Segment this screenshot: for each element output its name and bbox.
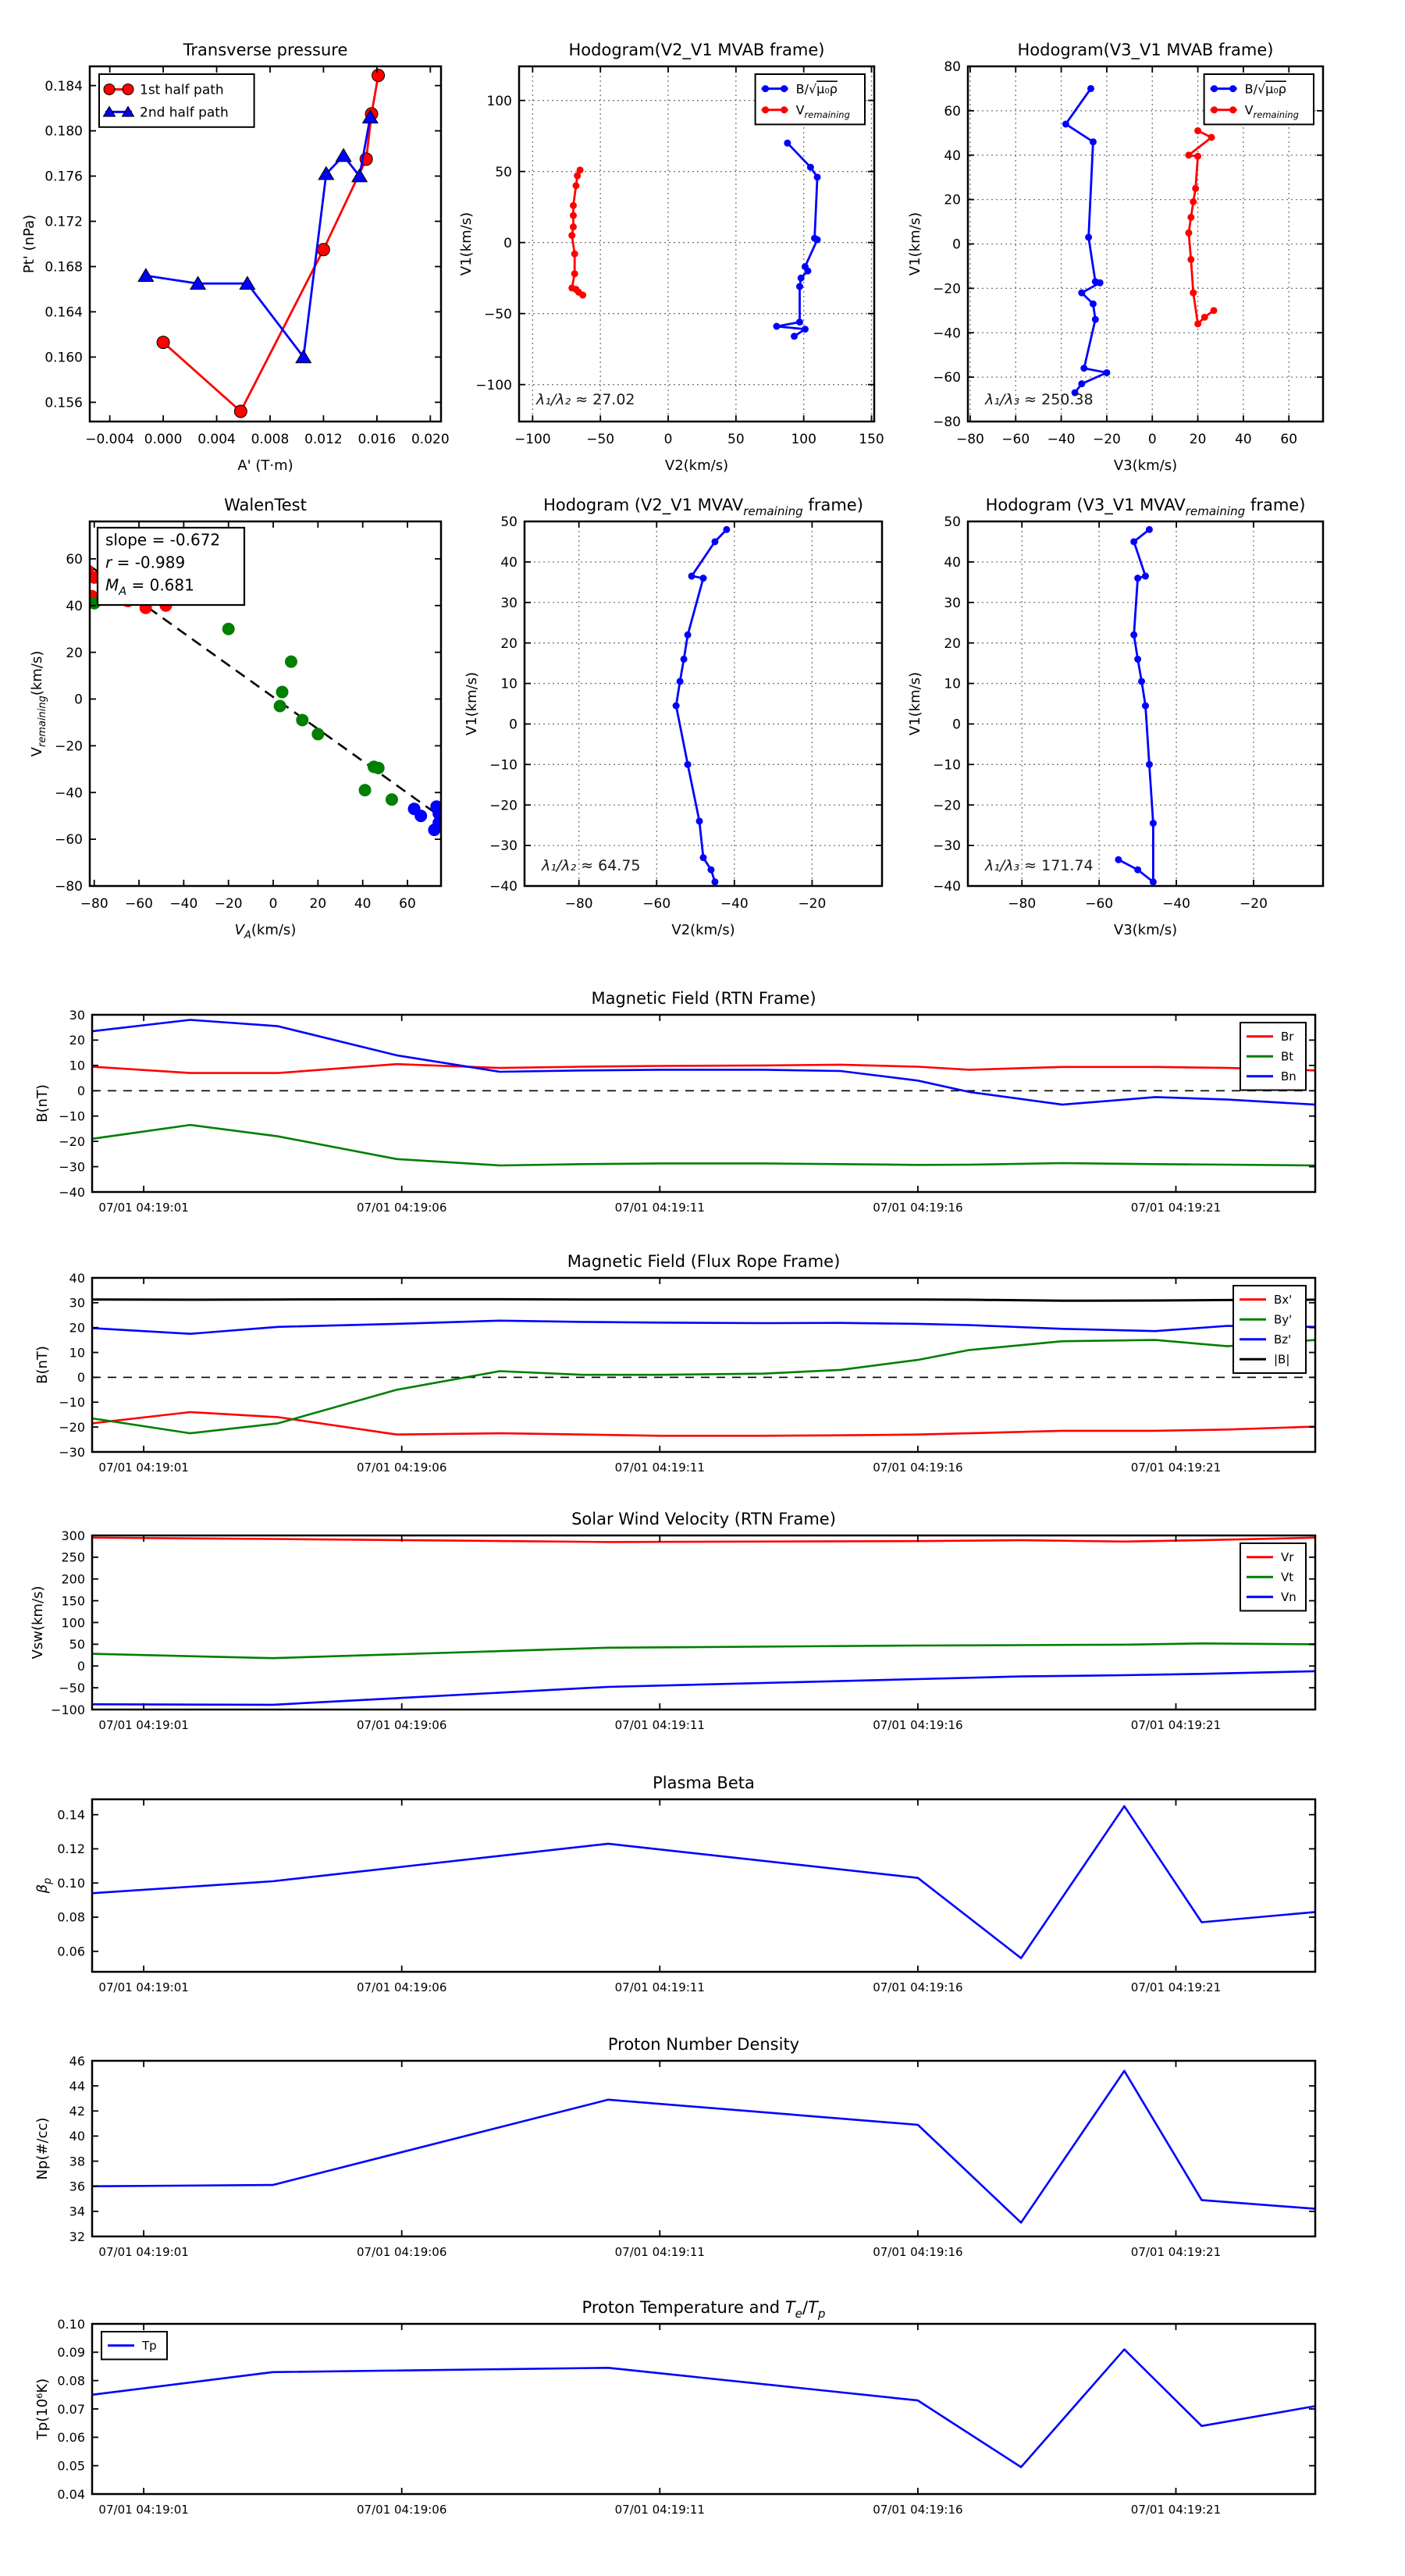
chart-hodogram-v2v1-mvav <box>464 496 882 938</box>
walen-test-ytick: −80 <box>55 879 83 895</box>
svg-text:Bt: Bt <box>1281 1049 1294 1064</box>
hodogram-v3v1-mvab-xtick: 60 <box>1280 432 1298 447</box>
magnetic-field-rtn-ylabel: B(nT) <box>34 1084 51 1123</box>
magnetic-field-flux-rope-xtick: 07/01 04:19:06 <box>357 1461 447 1475</box>
plasma-beta-ytick: 0.12 <box>57 1841 85 1857</box>
magnetic-field-flux-rope-ytick: 20 <box>69 1320 85 1336</box>
magnetic-field-flux-rope-series-bz- <box>92 1321 1315 1334</box>
magnetic-field-flux-rope-series--b- <box>92 1299 1315 1300</box>
transverse-pressure-xtick: 0.016 <box>357 432 397 447</box>
svg-text:Br: Br <box>1281 1030 1294 1044</box>
magnetic-field-flux-rope-series-by- <box>92 1340 1315 1434</box>
solar-wind-velocity-rtn-ytick: 250 <box>61 1550 85 1565</box>
proton-temperature-ytick: 0.04 <box>57 2486 85 2502</box>
hodogram-v3v1-mvav-title: Hodogram (V3_V1 $MVAV_{remaining}$ frame) <box>985 496 1306 518</box>
transverse-pressure-ytick: 0.176 <box>44 169 83 185</box>
hodogram-v3v1-mvab-ytick: −20 <box>933 281 961 297</box>
chart-hodogram-v3v1-mvav <box>907 496 1323 938</box>
walen-test-ytick: 60 <box>66 552 83 568</box>
svg-text:2nd half path: 2nd half path <box>140 105 229 121</box>
transverse-pressure-ytick: 0.180 <box>44 123 83 140</box>
proton-temperature-ytick: 0.05 <box>57 2458 85 2474</box>
walen-test-xtick: 40 <box>354 896 372 912</box>
hodogram-v3v1-mvav-ytick: −40 <box>933 879 961 895</box>
plasma-beta-ylabel: $\beta_p$ <box>34 1877 55 1894</box>
hodogram-v2v1-mvab-series-b-sqrt-mu0-rho- <box>773 140 820 340</box>
chart-proton-number-density <box>34 2035 1315 2259</box>
hodogram-v3v1-mvab-xtick: −80 <box>955 432 984 447</box>
solar-wind-velocity-rtn-title: Solar Wind Velocity (RTN Frame) <box>571 1510 836 1528</box>
svg-text:By': By' <box>1274 1312 1293 1327</box>
magnetic-field-rtn-series-bn <box>92 1020 1315 1105</box>
solar-wind-velocity-rtn-ylabel: Vsw(km/s) <box>30 1585 46 1660</box>
hodogram-v2v1-mvab-series-v-remaining <box>568 166 586 298</box>
proton-number-density-xtick: 07/01 04:19:21 <box>1130 2245 1222 2259</box>
hodogram-v2v1-mvav-title: Hodogram (V2_V1 $MVAV_{remaining}$ frame) <box>543 496 863 518</box>
magnetic-field-rtn-xtick: 07/01 04:19:01 <box>98 1201 189 1215</box>
magnetic-field-rtn-xtick: 07/01 04:19:21 <box>1130 1201 1222 1215</box>
hodogram-v2v1-mvav-ytick: 30 <box>500 595 518 611</box>
hodogram-v3v1-mvav-ytick: −20 <box>933 798 961 814</box>
transverse-pressure-legend <box>99 74 254 127</box>
proton-number-density-xtick: 07/01 04:19:16 <box>873 2245 963 2259</box>
svg-text:Tp: Tp <box>142 2339 157 2354</box>
magnetic-field-flux-rope-title: Magnetic Field (Flux Rope Frame) <box>567 1252 841 1271</box>
hodogram-v2v1-mvab-title: Hodogram(V2_V1 MVAB frame) <box>568 41 825 59</box>
hodogram-v2v1-mvab-xtick: 0 <box>663 432 673 447</box>
chart-solar-wind-velocity-rtn <box>30 1510 1315 1732</box>
hodogram-v2v1-mvav-xlabel: V2(km/s) <box>671 922 735 938</box>
transverse-pressure-xtick: 0.020 <box>411 432 450 447</box>
hodogram-v3v1-mvav-ytick: −10 <box>933 757 961 774</box>
hodogram-v3v1-mvab-title: Hodogram(V3_V1 MVAB frame) <box>1017 41 1274 59</box>
hodogram-v3v1-mvab-xtick: −40 <box>1047 432 1076 447</box>
hodogram-v2v1-mvav-ytick: −20 <box>489 798 518 814</box>
solar-wind-velocity-rtn-legend <box>1240 1543 1306 1611</box>
magnetic-field-flux-rope-ytick: 40 <box>69 1270 85 1286</box>
hodogram-v2v1-mvav-ytick: −30 <box>489 838 518 855</box>
hodogram-v2v1-mvav-ytick: 50 <box>500 514 518 531</box>
magnetic-field-rtn-ytick: −20 <box>59 1133 85 1149</box>
solar-wind-velocity-rtn-xtick: 07/01 04:19:06 <box>357 1718 447 1732</box>
solar-wind-velocity-rtn-xtick: 07/01 04:19:21 <box>1130 1718 1222 1732</box>
hodogram-v3v1-mvab-xtick: 20 <box>1189 432 1207 447</box>
transverse-pressure-ytick: 0.164 <box>44 304 83 321</box>
transverse-pressure-xtick: 0.000 <box>144 432 183 447</box>
proton-number-density-ytick: 36 <box>69 2179 85 2194</box>
hodogram-v3v1-mvab-ytick: −60 <box>933 370 961 386</box>
walen-test-xtick: −80 <box>80 896 108 912</box>
hodogram-v2v1-mvav-series-v-hodogram <box>673 526 731 885</box>
walen-test-title: WalenTest <box>224 496 307 514</box>
solar-wind-velocity-rtn-ytick: 300 <box>61 1528 85 1543</box>
svg-text:Bz': Bz' <box>1274 1332 1292 1347</box>
solar-wind-velocity-rtn-ytick: 50 <box>69 1637 85 1653</box>
proton-temperature-xtick: 07/01 04:19:06 <box>357 2503 447 2517</box>
hodogram-v3v1-mvav-annotation: λ₁/λ₃ ≈ 171.74 <box>985 857 1094 874</box>
plasma-beta-xtick: 07/01 04:19:21 <box>1130 1980 1222 1994</box>
hodogram-v2v1-mvab-ytick: 0 <box>503 235 512 251</box>
hodogram-v3v1-mvav-ytick: 10 <box>944 676 961 692</box>
proton-temperature-xtick: 07/01 04:19:16 <box>873 2503 963 2517</box>
proton-temperature-ylabel: Tp(10⁶K) <box>34 2378 51 2440</box>
magnetic-field-rtn-title: Magnetic Field (RTN Frame) <box>591 989 816 1008</box>
hodogram-v3v1-mvav-ytick: 40 <box>944 555 961 571</box>
magnetic-field-flux-rope-legend <box>1233 1286 1306 1373</box>
hodogram-v3v1-mvav-ytick: −30 <box>933 838 961 855</box>
svg-text:B/√μ₀ρ: B/√μ₀ρ <box>795 81 838 97</box>
proton-temperature-xtick: 07/01 04:19:01 <box>98 2503 189 2517</box>
proton-temperature-ytick: 0.08 <box>57 2373 85 2389</box>
hodogram-v3v1-mvav-ytick: 0 <box>952 717 961 733</box>
hodogram-v2v1-mvav-xtick: −60 <box>642 896 671 912</box>
magnetic-field-flux-rope-xtick: 07/01 04:19:16 <box>873 1461 963 1475</box>
magnetic-field-flux-rope-ytick: 30 <box>69 1295 85 1311</box>
magnetic-field-rtn-series-bt <box>92 1125 1315 1165</box>
hodogram-v2v1-mvav-ytick: 0 <box>509 717 518 733</box>
hodogram-v2v1-mvab-ytick: −100 <box>475 377 512 393</box>
hodogram-v3v1-mvav-xlabel: V3(km/s) <box>1113 922 1178 938</box>
magnetic-field-rtn-ytick: −40 <box>59 1184 85 1200</box>
solar-wind-velocity-rtn-series-vt <box>92 1643 1315 1658</box>
magnetic-field-rtn-ytick: 0 <box>76 1083 85 1099</box>
walen-test-xtick: −60 <box>125 896 154 912</box>
magnetic-field-rtn-xtick: 07/01 04:19:06 <box>357 1201 447 1215</box>
plasma-beta-xtick: 07/01 04:19:06 <box>357 1980 447 1994</box>
walen-test-ytick: −20 <box>55 738 83 755</box>
hodogram-v3v1-mvab-series-v-remaining <box>1185 127 1217 327</box>
hodogram-v3v1-mvab-ytick: 40 <box>944 148 961 164</box>
proton-number-density-xtick: 07/01 04:19:11 <box>614 2245 705 2259</box>
magnetic-field-flux-rope-xtick: 07/01 04:19:11 <box>614 1461 705 1475</box>
walen-test-xtick: 20 <box>309 896 327 912</box>
hodogram-v2v1-mvab-ytick: 100 <box>486 93 512 109</box>
walen-test-xtick: −40 <box>169 896 198 912</box>
proton-number-density-ytick: 44 <box>69 2078 85 2094</box>
proton-temperature-ytick: 0.10 <box>57 2316 85 2332</box>
svg-text:|B|: |B| <box>1274 1352 1290 1367</box>
hodogram-v2v1-mvab-ytick: −50 <box>484 306 512 322</box>
walen-test-ytick: −60 <box>55 832 83 849</box>
plasma-beta-ytick: 0.08 <box>57 1909 85 1925</box>
magnetic-field-flux-rope-ylabel: B(nT) <box>34 1346 51 1384</box>
chart-walen-test <box>29 496 452 941</box>
plasma-beta-ytick: 0.14 <box>57 1807 85 1823</box>
plasma-beta-xtick: 07/01 04:19:11 <box>614 1980 705 1994</box>
magnetic-field-rtn-legend <box>1240 1023 1306 1091</box>
hodogram-v2v1-mvav-ylabel: V1(km/s) <box>464 671 480 736</box>
hodogram-v2v1-mvab-xtick: 50 <box>727 432 745 447</box>
proton-number-density-ylabel: Np(#/cc) <box>34 2117 51 2180</box>
walen-test-series-second-half-points <box>408 800 452 836</box>
magnetic-field-rtn-ytick: 10 <box>69 1058 85 1073</box>
proton-number-density-ytick: 32 <box>69 2229 85 2244</box>
hodogram-v3v1-mvab-xtick: 0 <box>1147 432 1157 447</box>
proton-number-density-ytick: 46 <box>69 2053 85 2069</box>
solar-wind-velocity-rtn-series-vn <box>92 1671 1315 1705</box>
hodogram-v2v1-mvav-annotation: λ₁/λ₂ ≈ 64.75 <box>542 857 641 874</box>
hodogram-v2v1-mvav-ytick: 20 <box>500 635 518 652</box>
magnetic-field-flux-rope-ytick: −20 <box>59 1419 85 1435</box>
solar-wind-velocity-rtn-xtick: 07/01 04:19:01 <box>98 1718 189 1732</box>
transverse-pressure-ytick: 0.172 <box>44 214 83 230</box>
transverse-pressure-ytick: 0.156 <box>44 395 83 411</box>
hodogram-v3v1-mvab-xtick: −20 <box>1092 432 1121 447</box>
hodogram-v3v1-mvav-xtick: −60 <box>1085 896 1114 912</box>
hodogram-v3v1-mvab-ytick: 80 <box>944 59 961 76</box>
hodogram-v2v1-mvav-ytick: −10 <box>489 757 518 774</box>
solar-wind-velocity-rtn-ytick: 200 <box>61 1571 85 1587</box>
transverse-pressure-title: Transverse pressure <box>183 41 348 59</box>
hodogram-v2v1-mvab-xlabel: V2(km/s) <box>664 457 729 474</box>
walen-test-series-middle-points <box>88 589 398 806</box>
walen-test-xtick: 60 <box>399 896 416 912</box>
magnetic-field-flux-rope-ytick: 0 <box>76 1370 85 1386</box>
plasma-beta-series-beta <box>92 1806 1315 1959</box>
svg-text:B/√μ₀ρ: B/√μ₀ρ <box>1244 81 1286 97</box>
svg-text:Vr: Vr <box>1281 1550 1294 1565</box>
hodogram-v3v1-mvav-ytick: 50 <box>944 514 961 531</box>
hodogram-v3v1-mvab-ytick: 0 <box>952 237 961 253</box>
hodogram-v3v1-mvab-ytick: 60 <box>944 103 961 119</box>
solar-wind-velocity-rtn-ytick: −50 <box>59 1680 85 1695</box>
transverse-pressure-ylabel: Pt' (nPa) <box>21 214 37 274</box>
magnetic-field-rtn-ytick: 20 <box>69 1033 85 1048</box>
magnetic-field-flux-rope-ytick: −30 <box>59 1444 85 1460</box>
proton-temperature-title: Proton Temperature and $T_e/T_p$ <box>582 2298 826 2321</box>
chart-proton-temperature <box>34 2298 1315 2517</box>
hodogram-v3v1-mvab-ylabel: V1(km/s) <box>907 212 923 276</box>
walen-test-ylabel: $V_{remaining}(km/s)$ <box>29 650 49 757</box>
transverse-pressure-xtick: 0.012 <box>304 432 343 447</box>
proton-number-density-xtick: 07/01 04:19:06 <box>357 2245 447 2259</box>
hodogram-v3v1-mvav-series-v-hodogram <box>1115 526 1157 885</box>
chart-magnetic-field-flux-rope <box>34 1252 1315 1475</box>
svg-text:Vremaining: $V_{remaining}$ <box>795 102 850 121</box>
plasma-beta-xtick: 07/01 04:19:16 <box>873 1980 963 1994</box>
proton-number-density-title: Proton Number Density <box>607 2035 800 2054</box>
transverse-pressure-xtick: 0.008 <box>251 432 290 447</box>
hodogram-v2v1-mvav-ytick: −40 <box>489 879 518 895</box>
hodogram-v2v1-mvab-ytick: 50 <box>495 164 512 180</box>
hodogram-v3v1-mvab-ytick: −40 <box>933 326 961 342</box>
transverse-pressure-ytick: 0.160 <box>44 350 83 366</box>
svg-text:Vn: Vn <box>1281 1590 1297 1605</box>
hodogram-v3v1-mvab-legend <box>1204 74 1314 124</box>
magnetic-field-rtn-ytick: −10 <box>59 1108 85 1124</box>
solar-wind-velocity-rtn-series-vr <box>92 1538 1315 1542</box>
magnetic-field-rtn-xtick: 07/01 04:19:16 <box>873 1201 963 1215</box>
hodogram-v2v1-mvab-xtick: −100 <box>514 432 551 447</box>
hodogram-v3v1-mvav-xtick: −20 <box>1240 896 1268 912</box>
hodogram-v2v1-mvab-xtick: 150 <box>859 432 884 447</box>
magnetic-field-flux-rope-ytick: 10 <box>69 1345 85 1361</box>
transverse-pressure-ytick: 0.168 <box>44 259 83 276</box>
transverse-pressure-series-2nd-half-path <box>138 110 378 363</box>
hodogram-v2v1-mvab-annotation: λ₁/λ₂ ≈ 27.02 <box>536 391 635 408</box>
plasma-beta-ytick: 0.06 <box>57 1944 85 1959</box>
chart-transverse-pressure <box>21 41 450 474</box>
proton-temperature-ytick: 0.07 <box>57 2401 85 2417</box>
walen-test-ytick: 0 <box>74 692 83 708</box>
magnetic-field-flux-rope-ytick: −10 <box>59 1395 85 1411</box>
walen-test-xtick: 0 <box>269 896 278 912</box>
proton-number-density-ytick: 38 <box>69 2154 85 2169</box>
hodogram-v2v1-mvav-xtick: −20 <box>798 896 827 912</box>
hodogram-v2v1-mvab-legend <box>756 74 865 124</box>
chart-magnetic-field-rtn <box>34 989 1315 1215</box>
svg-text:slope = -0.672: slope = -0.672 <box>105 530 221 550</box>
walen-test-stats-box <box>98 528 244 605</box>
proton-number-density-ytick: 42 <box>69 2104 85 2119</box>
svg-text:1st half path: 1st half path <box>140 82 224 98</box>
svg-text:Bx': Bx' <box>1274 1293 1293 1308</box>
magnetic-field-rtn-ytick: 30 <box>69 1007 85 1023</box>
walen-test-ytick: 20 <box>66 645 83 661</box>
magnetic-field-rtn-xtick: 07/01 04:19:11 <box>614 1201 705 1215</box>
magnetic-field-flux-rope-xtick: 07/01 04:19:21 <box>1130 1461 1222 1475</box>
solar-wind-velocity-rtn-ytick: 100 <box>61 1615 85 1631</box>
proton-temperature-xtick: 07/01 04:19:11 <box>614 2503 705 2517</box>
proton-number-density-series-np <box>92 2071 1315 2222</box>
transverse-pressure-ytick: 0.184 <box>44 78 83 94</box>
solar-wind-velocity-rtn-ytick: 0 <box>76 1659 85 1674</box>
magnetic-field-rtn-ytick: −30 <box>59 1159 85 1175</box>
proton-number-density-ytick: 40 <box>69 2129 85 2144</box>
plasma-beta-ytick: 0.10 <box>57 1875 85 1891</box>
proton-temperature-ytick: 0.09 <box>57 2345 85 2361</box>
svg-text:Bn: Bn <box>1281 1069 1297 1084</box>
hodogram-v2v1-mvav-ytick: 10 <box>500 676 518 692</box>
transverse-pressure-xtick: 0.004 <box>197 432 236 447</box>
proton-number-density-ytick: 34 <box>69 2204 85 2219</box>
hodogram-v3v1-mvab-series-b-sqrt-mu0-rho- <box>1062 85 1111 397</box>
solar-wind-velocity-rtn-ytick: 150 <box>61 1593 85 1609</box>
plasma-beta-xtick: 07/01 04:19:01 <box>98 1980 189 1994</box>
hodogram-v3v1-mvav-xtick: −80 <box>1008 896 1037 912</box>
solar-wind-velocity-rtn-xtick: 07/01 04:19:16 <box>873 1718 963 1732</box>
proton-temperature-series-tp <box>92 2350 1315 2467</box>
solar-wind-velocity-rtn-xtick: 07/01 04:19:11 <box>614 1718 705 1732</box>
proton-temperature-xtick: 07/01 04:19:21 <box>1130 2503 1222 2517</box>
hodogram-v2v1-mvab-xtick: 100 <box>791 432 816 447</box>
svg-text:MA = 0.681: $M_A = 0.681$ <box>105 575 194 599</box>
plasma-beta-title: Plasma Beta <box>653 1774 755 1792</box>
magnetic-field-flux-rope-xtick: 07/01 04:19:01 <box>98 1461 189 1475</box>
proton-temperature-ytick: 0.06 <box>57 2430 85 2446</box>
hodogram-v2v1-mvav-ytick: 40 <box>500 555 518 571</box>
walen-test-ytick: −40 <box>55 785 83 802</box>
transverse-pressure-xlabel: A' (T·m) <box>237 457 293 474</box>
hodogram-v3v1-mvav-ylabel: V1(km/s) <box>907 671 923 736</box>
walen-test-ytick: 40 <box>66 598 83 614</box>
walen-test-xlabel: $V_A(km/s)$ <box>234 922 297 942</box>
hodogram-v2v1-mvab-xtick: −50 <box>586 432 615 447</box>
hodogram-v2v1-mvav-xtick: −80 <box>564 896 593 912</box>
hodogram-v3v1-mvab-annotation: λ₁/λ₃ ≈ 250.38 <box>985 391 1094 408</box>
hodogram-v3v1-mvab-ytick: −80 <box>933 415 961 431</box>
chart-hodogram-v3v1-mvab <box>907 41 1323 474</box>
hodogram-v3v1-mvav-ytick: 20 <box>944 635 961 652</box>
hodogram-v3v1-mvab-xlabel: V3(km/s) <box>1113 457 1178 474</box>
svg-text:Vt: Vt <box>1281 1570 1294 1585</box>
solar-wind-velocity-rtn-ytick: −100 <box>51 1702 85 1717</box>
proton-temperature-legend <box>101 2332 167 2360</box>
hodogram-v3v1-mvab-xtick: 40 <box>1235 432 1252 447</box>
chart-hodogram-v2v1-mvab <box>458 41 884 474</box>
svg-text:Vremaining: $V_{remaining}$ <box>1244 102 1299 121</box>
hodogram-v2v1-mvab-ylabel: V1(km/s) <box>458 212 475 276</box>
svg-text:r = -0.989: r = -0.989 <box>105 553 186 572</box>
magnetic-field-rtn-series-br <box>92 1064 1315 1073</box>
walen-test-xtick: −20 <box>214 896 243 912</box>
hodogram-v3v1-mvab-ytick: 20 <box>944 192 961 208</box>
hodogram-v3v1-mvab-xtick: −60 <box>1001 432 1030 447</box>
hodogram-v3v1-mvav-ytick: 30 <box>944 595 961 611</box>
chart-plasma-beta <box>34 1774 1315 1994</box>
hodogram-v3v1-mvav-xtick: −40 <box>1162 896 1191 912</box>
hodogram-v2v1-mvav-xtick: −40 <box>720 896 749 912</box>
proton-number-density-xtick: 07/01 04:19:01 <box>98 2245 189 2259</box>
transverse-pressure-xtick: −0.004 <box>85 432 135 447</box>
